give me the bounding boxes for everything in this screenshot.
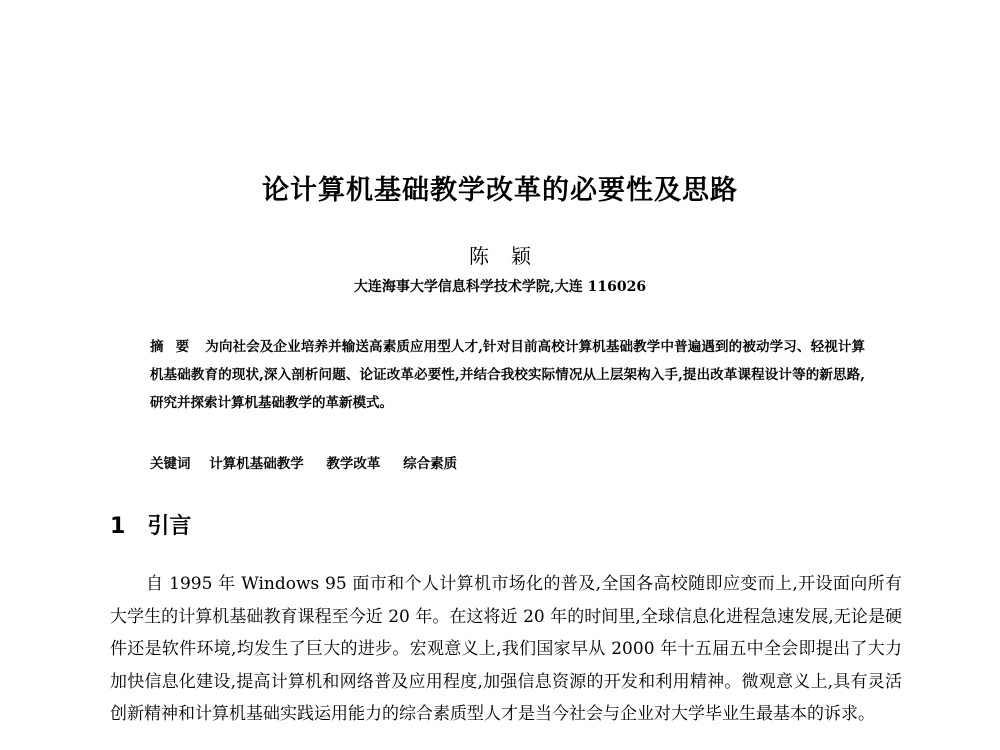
- section-heading: [110, 509, 191, 540]
- keywords-label: 关键词: [150, 456, 191, 472]
- paper-title: 论计算机基础教学改革的必要性及思路: [262, 175, 738, 206]
- author-affiliation: 大连海事大学信息科学技术学院,大连 116026: [353, 279, 647, 295]
- keyword: 计算机基础教学: [209, 456, 304, 472]
- author-name: 陈颖: [469, 244, 553, 268]
- body-paragraph: 自 1995 年 Windows 95 面市和个人计算机市场化的普及,全国各高校随即应变而上,开设面向所有大学生的计算机基础教育课程至今近 20 年。在这将近 20 年的时间里,全球信息化进程急速发展,无论是硬件还是软件环境,均发生了巨大的进步。宏观意义上,我们国家早从 2000 年十五届五中全会即提出了大力加快信息化建设,提高计算机和网络普及应用程度,加强信息资源的开发和利用精神。微观意义上,具有灵活创新精神和计算机基础实践运用能力的综合素质型人才是当今社会与企业对大学毕业生最基本的诉求。: [110, 574, 902, 724]
- keyword: 教学改革: [326, 456, 381, 472]
- abstract-label: 摘要: [150, 339, 202, 355]
- section-number: 1: [110, 514, 126, 539]
- abstract-text: 为向社会及企业培养并输送高素质应用型人才,针对目前高校计算机基础教学中普遍遇到的被动学习、轻视计算机基础教育的现状,深入剖析问题、论证改革必要性,并结合我校实际情况从上层架构入手,提出改革课程设计等的新思路,研究并探索计算机基础教学的革新模式。: [150, 339, 866, 411]
- keyword: 综合素质: [403, 456, 458, 472]
- keywords: [150, 452, 865, 472]
- section-title: 引言: [147, 514, 192, 539]
- abstract: [150, 333, 865, 417]
